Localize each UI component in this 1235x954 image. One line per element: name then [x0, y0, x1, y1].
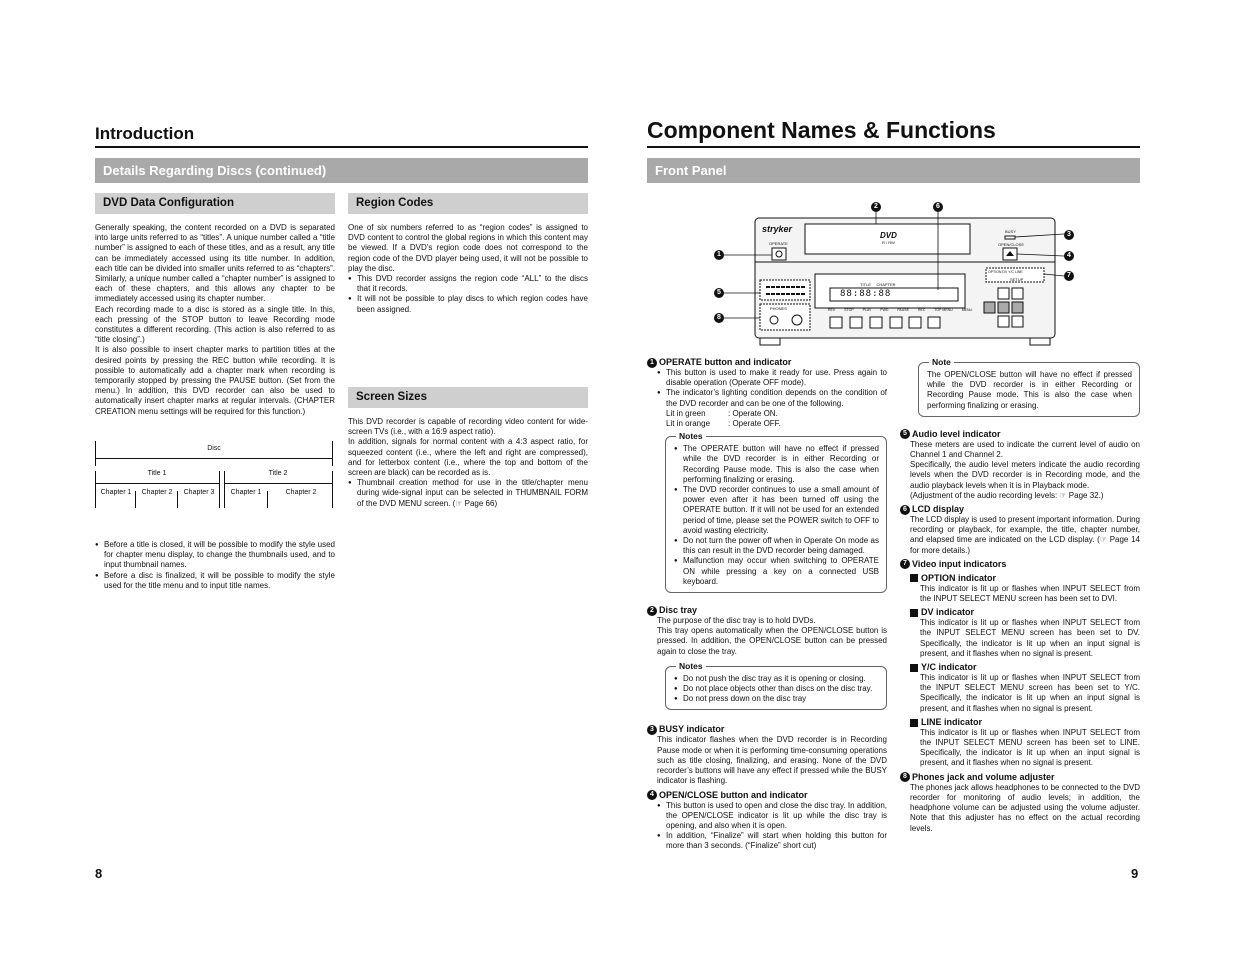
- list-item: ● Thumbnail creation method for use in the title/chapter menu during wide-signal input can be selected in THUMBNAIL FORM of the DVD MENU screen. (☞ Page 66): [348, 478, 588, 509]
- option-indicator-text: This indicator is lit up or flashes when INPUT SELECT from the INPUT SELECT MENU screen has been set to DVI.: [920, 583, 1140, 604]
- lit-states: [666, 409, 887, 429]
- yc-indicator-text: This indicator is lit up or flashes when INPUT SELECT from the INPUT SELECT MENU screen has been set to Y/C. Specifically, the indicator is lit up when an input signal is present, and it flashes when no signal is present.: [920, 673, 1140, 713]
- setup-label: SETUP: [1010, 277, 1024, 282]
- indicator-labels: OPTION DV Y/C LINE: [988, 270, 1023, 274]
- item-8-body: The phones jack allows headphones to be connected to the DVD recorder for monitoring of audio levels; in addition, the headphone volume can be adjusted using the volume adjuster. Note that this adjuster has no effect on the actual recording levels.: [910, 782, 1140, 833]
- note-label: Note: [929, 357, 954, 368]
- item-6-body: The LCD display is used to present important information. During recording or playback, for example, the title, chapter number, and elapsed time are indicated on the LCD display. (☞ Page 14 for more details.): [910, 515, 1140, 555]
- dvd-logo: DVD: [880, 231, 897, 240]
- paragraph: Each recording made to a disc is stored as a single title. In this, each pressing of the STOP button to leave Recording mode constitutes a different recording. (This action is also referred to as “title closing”.): [95, 304, 335, 345]
- item-7-subs: [910, 573, 1140, 769]
- open-close-label: OPEN/CLOSE: [998, 242, 1025, 247]
- lit-orange: Lit in orange: [666, 419, 711, 429]
- page-number-right: 9: [1131, 866, 1139, 881]
- item-2-number: 2: [647, 606, 657, 616]
- callout-3: 3: [1064, 230, 1074, 240]
- callout-4: 4: [1064, 251, 1074, 261]
- item-4-bullets: [657, 801, 887, 852]
- notes-list: [674, 444, 879, 587]
- lit-orange-value: : Operate OFF.: [728, 419, 781, 429]
- square-bullet-icon: [910, 574, 918, 582]
- square-bullet-icon: [910, 719, 918, 727]
- callout-8: 8: [714, 313, 724, 323]
- item-6-heading: [900, 504, 1140, 515]
- notes-label: Notes: [676, 431, 706, 442]
- title2-label: Title 2: [268, 470, 288, 477]
- list-item: ● Do not place objects other than discs on the disc tray.: [674, 684, 879, 694]
- item-2-body: [657, 616, 887, 657]
- front-panel-illustration: [700, 200, 1080, 350]
- item-2-title: Disc tray: [659, 605, 698, 616]
- item-3-body: This indicator flashes when the DVD recorder is in Recording Pause mode or when it is performing time-consuming operations such as title closing, finalizing, and erasing. None of the DVD recorder’s buttons will have any effect if pressed while the BUSY indicator is flashing.: [657, 735, 887, 786]
- top-menu-label: TOP MENU: [934, 308, 953, 312]
- dv-indicator-title: DV indicator: [921, 607, 975, 618]
- list-item: ● This button is used to make it ready for use. Press again to disable operation (Operate OFF mode).: [657, 368, 887, 388]
- list-item: ● Do not push the disc tray as it is opening or closing.: [674, 674, 879, 684]
- option-indicator-title: OPTION indicator: [921, 572, 997, 583]
- item-3-title: BUSY indicator: [659, 724, 725, 735]
- item-5-body: [910, 440, 1140, 501]
- list-item: ● This button is used to open and close the disc tray. In addition, the OPEN/CLOSE indicator is lit up while the disc tray is opening, and also when it is open.: [657, 801, 887, 832]
- open-close-note: [918, 357, 1140, 417]
- page-number-left: 8: [95, 866, 103, 881]
- play-label: PLAY: [862, 308, 872, 312]
- screen-sizes-heading: Screen Sizes: [348, 387, 588, 408]
- left-section-bar: Details Regarding Discs (continued): [95, 158, 588, 183]
- item-4-title: OPEN/CLOSE button and indicator: [659, 789, 808, 800]
- stop-label: STOP: [844, 308, 854, 312]
- rev-label: REV: [828, 308, 836, 312]
- list-item: ● In addition, “Finalize” will start when holding this button for more than 3 seconds. (“Finalize” short cut): [657, 831, 887, 851]
- item-5-title: Audio level indicator: [912, 428, 1001, 439]
- list-item: ● The DVD recorder continues to use a small amount of power even after it has been turned off using the OPERATE button. If it will not be used for an extended period of time, please set the POWER switch to OFF to avoid wasting electricity.: [674, 485, 879, 536]
- brand-logo: stryker: [762, 224, 793, 234]
- item-7-title: Video input indicators: [912, 558, 1007, 569]
- paragraph: (Adjustment of the audio recording levels: ☞ Page 32.): [910, 490, 1104, 500]
- chapter-label: Chapter 1: [230, 489, 262, 496]
- list-item: ● Before a title is closed, it will be possible to modify the style used for chapter menu display, to change the thumbnails used, and to input thumbnail names.: [95, 540, 335, 571]
- yc-indicator-heading: [910, 662, 1140, 673]
- item-1-number: 1: [647, 358, 657, 368]
- right-title-rule: [647, 146, 1140, 148]
- phones-label: PHONES: [770, 306, 787, 311]
- item-2-notes: [665, 660, 887, 711]
- dvd-config-bullets: [95, 540, 335, 591]
- notes-label: Notes: [676, 661, 706, 672]
- disc-structure-diagram: [95, 441, 335, 511]
- pause-label: PAUSE: [897, 308, 909, 312]
- lcd-readout: 88:88:88: [840, 289, 892, 299]
- item-1-notes: [665, 431, 887, 593]
- screen-sizes-body: [348, 417, 588, 509]
- square-bullet-icon: [910, 609, 918, 617]
- line-indicator-title: LINE indicator: [921, 716, 983, 727]
- region-codes-body: [348, 223, 588, 315]
- list-item: ● Malfunction may occur when switching to OPERATE ON while pressing a key on a connected USB keyboard.: [674, 556, 879, 587]
- disc-label: Disc: [207, 445, 221, 452]
- right-section-bar: Front Panel: [647, 158, 1140, 183]
- item-7-heading: [900, 559, 1140, 570]
- callout-5: 5: [714, 288, 724, 298]
- callout-6: 6: [933, 202, 943, 212]
- rec-label: REC: [917, 308, 926, 312]
- fwd-label: FWD: [880, 308, 889, 312]
- item-4-heading: [647, 790, 887, 801]
- item-1-title: OPERATE button and indicator: [659, 357, 792, 367]
- menu-label: MENU: [961, 308, 973, 312]
- front-panel-drawing: [700, 200, 1080, 350]
- list-item: ● Do not turn the power off when in Operate On mode as this can result in the DVD recorder being damaged.: [674, 536, 879, 556]
- note-text: The OPEN/CLOSE button will have no effect if pressed while the DVD recorder is in either Recording or Recording Pause mode. This is also the case when performing finalizing or erasing.: [927, 370, 1132, 410]
- busy-label: BUSY: [1005, 229, 1016, 234]
- paragraph: These meters are used to indicate the current level of audio on Channel 1 and Channel 2.: [910, 439, 1140, 460]
- option-indicator-heading: [910, 573, 1140, 584]
- chapter-label: Chapter 1: [100, 489, 132, 496]
- list-item: ● This DVD recorder assigns the region code “ALL” to the discs that it records.: [348, 274, 588, 294]
- left-title-rule: [95, 146, 588, 148]
- list-item: ● The indicator’s lighting condition depends on the condition of the DVD recorder and can be one of the following.: [657, 388, 887, 408]
- dvd-config-body: [95, 223, 335, 417]
- lit-green: Lit in green: [666, 408, 706, 418]
- dv-indicator-heading: [910, 607, 1140, 618]
- lit-green-value: : Operate ON.: [728, 408, 778, 418]
- item-2-heading: [647, 605, 887, 616]
- item-4-number: 4: [647, 790, 657, 800]
- paragraph: Generally speaking, the content recorded on a DVD is separated into large units referred to as “titles”. A unique number called a “title number” is assigned to each of these titles, and as a result, any title can be immediately accessed using its title number. In addition, each title can be divided into smaller units referred to as “chapters”. Similarly, a unique number called a “chapter number” is assigned to each of these chapters, and this allows any chapter to be immediately accessed using its chapter number.: [95, 223, 335, 304]
- item-6-title: LCD display: [912, 504, 965, 515]
- paragraph: One of six numbers referred to as “region codes” is assigned to DVD content to control the global regions in which this content may be viewed. If a DVD’s region code does not correspond to the region code of the DVD player being used, it will not be possible to play the disc.: [348, 223, 588, 273]
- right-section-title: Component Names & Functions: [647, 117, 996, 143]
- item-5-number: 5: [900, 429, 910, 439]
- item-8-title: Phones jack and volume adjuster: [912, 771, 1055, 782]
- paragraph: It is also possible to insert chapter marks to partition titles at the desired points by pressing the REC button while recording. It is possible to automatically add a chapter mark when recording is temporarily stopped by pressing the PAUSE button. (Set from the menu.) In addition, this DVD recorder can also be used to automatically insert chapter marks at regular intervals. (CHAPTER CREATION menu settings will be required for this function.): [95, 345, 335, 416]
- title1-label: Title 1: [147, 470, 167, 477]
- dv-indicator-text: This indicator is lit up or flashes when INPUT SELECT from the INPUT SELECT MENU screen has been set to DV. Specifically, the indicator is lit up when an input signal is present, and it flashes when no signal is present.: [920, 618, 1140, 658]
- list-item: ● Before a disc is finalized, it will be possible to modify the style used for the title menu and to input title names.: [95, 571, 335, 591]
- left-section-title: Introduction: [95, 124, 195, 143]
- line-indicator-heading: [910, 717, 1140, 728]
- paragraph: In addition, signals for normal content with a 4:3 aspect ratio, for squeezed content (i.e., where the left and right are compressed), and for letterbox content (i.e., where the top and bottom of the screen are black) can be recorded as is.: [348, 437, 588, 478]
- dvd-config-heading: DVD Data Configuration: [95, 193, 335, 214]
- notes-list: [674, 674, 879, 705]
- square-bullet-icon: [910, 664, 918, 672]
- item-3-heading: [647, 724, 887, 735]
- yc-indicator-title: Y/C indicator: [921, 662, 977, 673]
- item-3-number: 3: [647, 725, 657, 735]
- dvd-logo-sub: R / RW: [882, 240, 895, 245]
- chapter-label: Chapter 2: [141, 489, 173, 496]
- list-item: ● It will not be possible to play discs to which region codes have been assigned.: [348, 294, 588, 314]
- paragraph: The purpose of the disc tray is to hold DVDs.: [657, 616, 816, 626]
- item-6-number: 6: [900, 505, 910, 515]
- right-column-b: [900, 357, 1140, 834]
- item-8-number: 8: [900, 772, 910, 782]
- region-codes-heading: Region Codes: [348, 193, 588, 214]
- operate-label: OPERATE: [769, 241, 788, 246]
- callout-1: 1: [714, 250, 724, 260]
- list-item: ● The OPERATE button will have no effect if pressed while the DVD recorder is in either Recording or Recording Pause mode. This is also the case when performing finalizing or erasing.: [674, 444, 879, 485]
- item-5-heading: [900, 429, 1140, 440]
- paragraph: Specifically, the audio level meters indicate the audio recording levels when the DVD recorder is in Recording mode, and the audio playback levels when it is in Playback mode.: [910, 460, 1140, 490]
- list-item: ● Do not press down on the disc tray: [674, 694, 879, 704]
- lcd-labels: TITLE CHAPTER: [860, 282, 896, 287]
- transport-labels: [828, 308, 978, 312]
- right-column-a: [647, 357, 887, 852]
- item-8-heading: [900, 772, 1140, 783]
- callout-7: 7: [1064, 271, 1074, 281]
- line-indicator-text: This indicator is lit up or flashes when INPUT SELECT from the INPUT SELECT MENU screen has been set to LINE. Specifically, the indicator is lit up when an input signal is present, and it flashes when no signal is present.: [920, 727, 1140, 768]
- chapter-label: Chapter 2: [285, 489, 317, 496]
- item-1-bullets: [657, 368, 887, 409]
- callout-2: 2: [871, 202, 881, 212]
- paragraph: This DVD recorder is capable of recording video content for wide-screen TVs (i.e., with a 16:9 aspect ratio).: [348, 417, 588, 437]
- item-7-number: 7: [900, 559, 910, 569]
- item-1-heading: [647, 357, 887, 368]
- chapter-label: Chapter 3: [183, 489, 215, 496]
- paragraph: This tray opens automatically when the OPEN/CLOSE button is pressed. In addition, the OPEN/CLOSE button can be pressed again to close the tray.: [657, 626, 887, 656]
